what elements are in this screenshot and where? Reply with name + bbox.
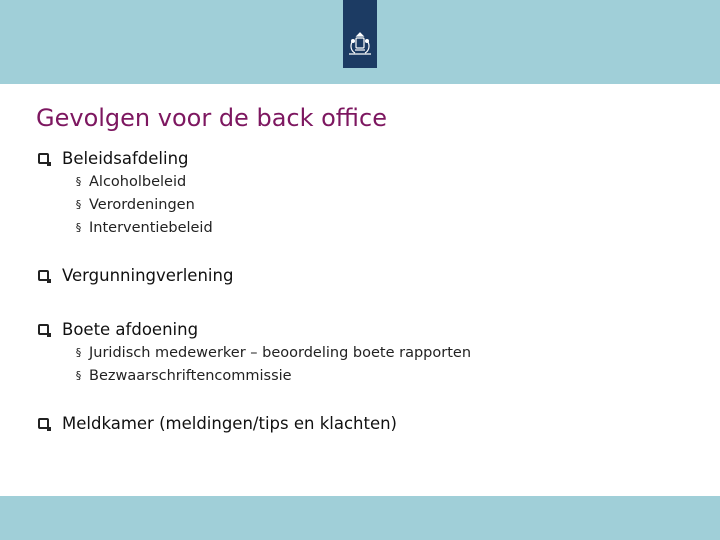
section-sign-bullet-icon: § xyxy=(75,221,82,234)
slide-content xyxy=(38,146,698,435)
list-item: § Interventiebeleid xyxy=(75,219,213,236)
section-sign-bullet-icon: § xyxy=(75,369,82,382)
section-heading xyxy=(38,317,698,341)
sub-list xyxy=(38,341,698,387)
header-band xyxy=(0,0,720,84)
list-item: § Alcoholbeleid xyxy=(75,173,187,190)
section-sign-bullet-icon: § xyxy=(75,198,82,211)
list-item: § Bezwaarschriftencommissie xyxy=(75,367,292,384)
section-heading xyxy=(38,411,698,435)
section-beleidsafdeling xyxy=(38,146,698,239)
list-item: § Juridisch medewerker – beoordeling boete rapporten xyxy=(75,344,472,361)
footer-band xyxy=(0,496,720,540)
section-meldkamer xyxy=(38,411,698,435)
section-vergunningverlening xyxy=(38,263,698,287)
slide-title: Gevolgen voor de back office xyxy=(36,104,387,132)
section-label: Meldkamer (meldingen/tips en klachten) xyxy=(62,413,397,433)
checkbox-icon xyxy=(38,270,49,281)
section-heading xyxy=(38,263,698,287)
section-label: Vergunningverlening xyxy=(62,265,234,285)
sub-list xyxy=(38,170,698,239)
section-label: Beleidsafdeling xyxy=(62,148,189,168)
government-logo xyxy=(343,0,377,68)
coat-of-arms-icon xyxy=(346,32,374,58)
section-boete-afdoening xyxy=(38,317,698,387)
section-heading xyxy=(38,146,698,170)
section-sign-bullet-icon: § xyxy=(75,346,82,359)
checkbox-icon xyxy=(38,153,49,164)
checkbox-icon xyxy=(38,418,49,429)
checkbox-icon xyxy=(38,324,49,335)
section-label: Boete afdoening xyxy=(62,319,199,339)
list-item: § Verordeningen xyxy=(75,196,195,213)
section-sign-bullet-icon: § xyxy=(75,175,82,188)
